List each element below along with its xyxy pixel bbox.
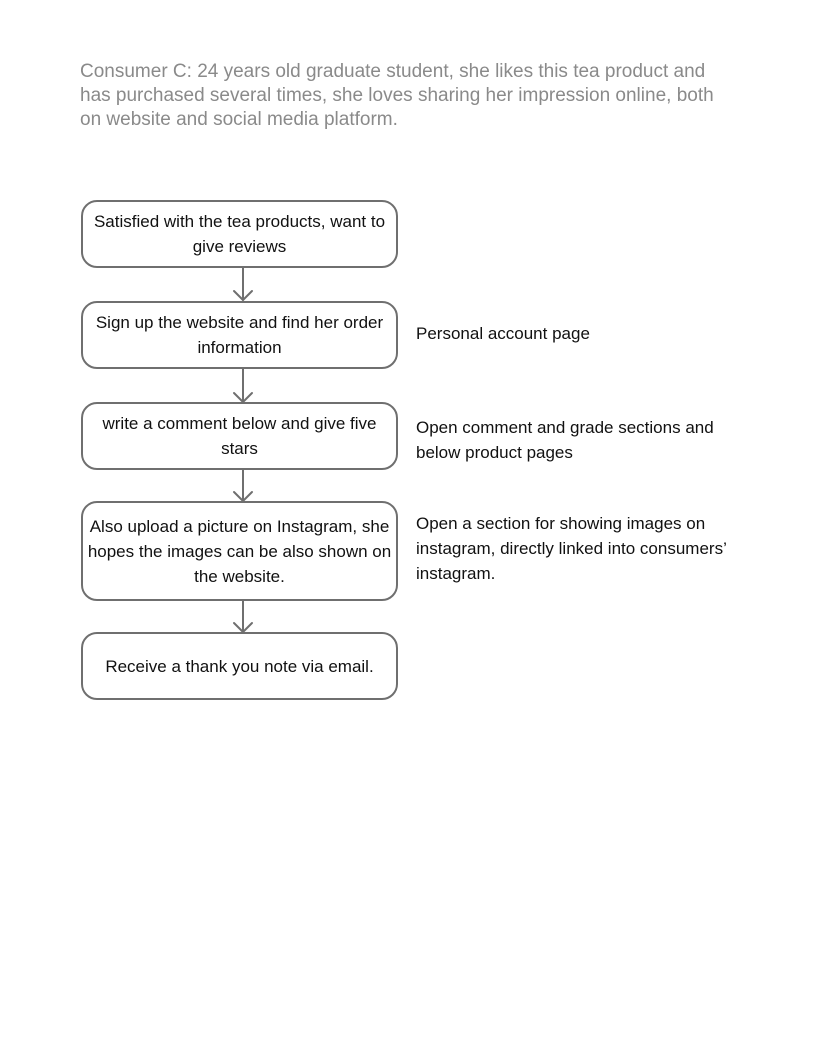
arrow-2-to-3 [234,368,252,402]
arrow-1-to-2 [234,268,252,300]
flow-step-label: Satisfied with the tea products, want to give reviews [93,212,386,256]
arrow-4-to-5 [234,600,252,632]
flow-step-write-comment [81,402,398,470]
flow-step-label: Also upload a picture on Instagram, she hopes the images can be also shown on the website. [87,516,392,586]
note-comment-grade-sections: Open comment and grade sections and below product pages [416,418,714,462]
flow-step-sign-up [81,301,398,369]
flow-step-thank-you-note [81,632,398,700]
flow-step-label: Receive a thank you note via email. [105,656,374,676]
note-instagram-section: Open a section for showing images on instagram, directly linked into consumers’ instagram. [416,514,727,583]
flow-step-upload-picture [81,501,398,601]
persona-description: Consumer C: 24 years old graduate student, she likes this tea product and has purchased several times, she loves sharing her impression online, both on website and social media platform. [80,61,714,130]
note-personal-account-page: Personal account page [416,324,590,343]
arrow-3-to-4 [234,469,252,501]
flow-step-label: write a comment below and give five stars [102,414,377,458]
flow-step-give-reviews [81,200,398,268]
flow-step-label: Sign up the website and find her order information [95,313,384,357]
